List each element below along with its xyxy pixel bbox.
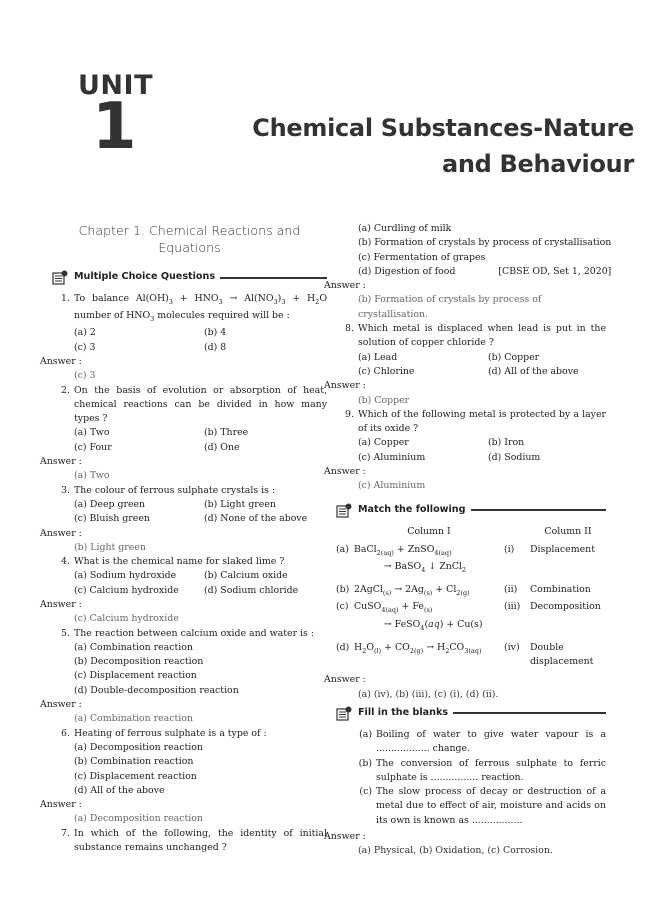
option: (b) 4 (204, 327, 227, 339)
question-number: 9. (345, 408, 354, 420)
answer-text: (a) Decomposition reaction (74, 813, 203, 825)
option: (b) Copper (488, 351, 540, 363)
answer-label: Answer : (324, 380, 366, 392)
options (336, 222, 612, 279)
answer-label: Answer : (324, 674, 366, 686)
match-header-row (336, 525, 606, 543)
option: (d) All of the above (74, 784, 165, 796)
question-number: 1. (61, 293, 70, 304)
row-number: (iii) (504, 601, 521, 613)
notebook-icon (52, 270, 69, 285)
options (52, 569, 327, 598)
row-number: (iv) (504, 641, 520, 653)
section-rule (453, 712, 606, 714)
reaction-type: Combination (530, 584, 591, 596)
option: (c) Fermentation of grapes (358, 251, 486, 263)
column-i-header: Column I (407, 525, 451, 537)
answer-label: Answer : (324, 280, 366, 292)
reaction-equation: $H_2O_{(l)} + CO_{2(g)} \to H_2CO_{3(aq)}$ (354, 641, 482, 655)
column-ii-header: Column II (544, 525, 592, 537)
option: (d) Sodium chloride (204, 584, 299, 596)
question-text: To balance $Al(OH)_3 + HNO_3 \to Al(NO_3)_3 + H_2O$ number of $HNO_3$ molecules required will be : (74, 293, 327, 324)
fill-text: The conversion of ferrous sulphate to ferric sulphate is ................ reaction. (376, 757, 606, 783)
section-rule (471, 509, 606, 511)
option: (b) Iron (488, 437, 525, 449)
option: (b) Formation of crystals by process of crystallisation (358, 237, 612, 249)
fill-item (358, 757, 606, 786)
option: (a) Two (74, 427, 110, 439)
reaction-equation: 2AgCl$_{(s)}$ → $2Ag_{(s)} + Cl_{2(g)}$ (354, 584, 470, 598)
answer-label: Answer : (40, 799, 82, 811)
fill-item (358, 728, 606, 757)
option: (c) 3 (74, 341, 96, 353)
reaction-equation: BaCl$_{2(aq)}$ + ZnSO$_{4(aq)}$ → BaSO$_4$ ↓ ZnCl$_2$ (354, 543, 467, 574)
question-text: Which of the following metal is protected by a layer of its oxide ? (358, 408, 606, 435)
reaction-type: Double displacement (530, 641, 594, 668)
chapter-heading-line2: Equations (158, 240, 221, 255)
option: (b) Combination reaction (74, 756, 194, 768)
notebook-icon (336, 706, 353, 721)
reaction-type: Displacement (530, 543, 595, 555)
question-3 (52, 484, 327, 498)
answer-text: (b) Formation of crystals by process of crystallisation. (358, 294, 542, 320)
reaction-type: Decomposition (530, 601, 601, 613)
option: (a) Copper (358, 437, 409, 449)
options (336, 436, 606, 465)
answer-text: (a) Physical, (b) Oxidation, (c) Corrosion. (358, 845, 553, 857)
option: (a) Combination reaction (74, 641, 193, 653)
options (52, 498, 327, 527)
question-2 (52, 384, 327, 427)
answer-text: (a) Two (74, 470, 110, 482)
option: (d) None of the above (204, 513, 308, 525)
option: (d) 8 (204, 341, 227, 353)
section-rule (220, 277, 327, 279)
option: (d) One (204, 441, 240, 453)
match-row (336, 635, 606, 670)
answer-text: (b) Copper (358, 394, 410, 406)
option: (b) Decomposition reaction (74, 656, 204, 668)
answer-text: (a) (iv), (b) (iii), (c) (i), (d) (ii). (358, 688, 499, 700)
fill-label: (c) (359, 786, 372, 798)
fill-text: The slow process of decay or destruction of a metal due to effect of air, moisture and acids on its own is known as ................. (376, 786, 606, 826)
options (52, 426, 327, 455)
answer-label: Answer : (40, 527, 82, 539)
row-label: (a) (336, 543, 349, 555)
answer-label: Answer : (324, 466, 366, 478)
option: (c) Displacement reaction (74, 770, 197, 782)
option: (c) Four (74, 441, 112, 453)
fill-label: (b) (358, 757, 372, 769)
chapter-heading (52, 222, 327, 256)
question-6 (52, 727, 327, 741)
question-text: The reaction between calcium oxide and water is : (74, 627, 314, 639)
right-column (324, 222, 612, 859)
question-1 (52, 292, 327, 326)
notebook-icon (336, 503, 353, 518)
answer-label: Answer : (40, 699, 82, 711)
question-number: 4. (61, 556, 70, 568)
unit-number: 1 (92, 90, 137, 164)
question-text: Heating of ferrous sulphate is a type of : (74, 727, 267, 739)
match-row (336, 543, 606, 577)
row-number: (i) (504, 543, 515, 555)
question-4 (52, 555, 327, 569)
option: (c) Chlorine (358, 365, 415, 377)
section-title: Match the following (358, 503, 466, 515)
left-column (40, 222, 327, 855)
row-label: (b) (336, 584, 350, 596)
option: (c) Displacement reaction (74, 670, 197, 682)
fill-item (358, 785, 606, 828)
chapter-heading-line1: Chapter 1. Chemical Reactions and (78, 223, 301, 238)
answer-text: (c) 3 (74, 370, 96, 382)
option: (a) Curdling of milk (358, 223, 452, 234)
answer-text: (c) Calcium hydroxide (74, 613, 179, 625)
section-header-fill (336, 706, 606, 721)
source-citation: [CBSE OD, Set 1, 2020] (498, 265, 612, 277)
option: (d) All of the above (488, 365, 579, 377)
option (358, 265, 611, 279)
question-number: 2. (61, 384, 70, 396)
question-text-start: To balance Al(OH) (74, 293, 169, 304)
answer-text: (b) Light green (74, 541, 146, 553)
fill-text: Boiling of water to give water vapour is a .................. change. (376, 728, 606, 755)
options (52, 741, 327, 798)
options (336, 351, 606, 380)
answer-label: Answer : (40, 355, 82, 367)
question-number: 3. (61, 484, 70, 496)
question-number: 8. (345, 323, 354, 335)
fill-blanks-list (336, 728, 606, 828)
answer-label: Answer : (40, 598, 82, 610)
option: (c) Calcium hydroxide (74, 584, 179, 596)
answer-label: Answer : (40, 456, 82, 468)
option: (d) Sodium (488, 451, 541, 463)
option: (a) 2 (74, 327, 96, 339)
match-row (336, 577, 606, 600)
question-number: 6. (61, 727, 70, 739)
option: (d) Double-decomposition reaction (74, 684, 239, 696)
section-title: Multiple Choice Questions (74, 271, 216, 283)
options (52, 326, 327, 355)
option: (a) Sodium hydroxide (74, 570, 177, 582)
question-text: Which metal is displaced when lead is put in the solution of copper chloride ? (358, 323, 606, 349)
answer-label: Answer : (324, 831, 366, 843)
reaction-equation: CuSO$_{4(aq)}$ + $Fe_{(s)}$ → FeSO$_4$(aq) + Cu(s) (354, 601, 483, 632)
question-text: The colour of ferrous sulphate crystals is : (74, 484, 276, 496)
fill-label: (a) (359, 728, 372, 740)
question-7 (52, 827, 327, 856)
option-text: (d) Digestion of food (358, 265, 456, 277)
question-text: What is the chemical name for slaked lime ? (74, 556, 285, 568)
answer-text: (a) Combination reaction (74, 713, 193, 725)
options (52, 641, 327, 698)
question-9 (336, 408, 606, 437)
question-5 (52, 627, 327, 641)
question-8 (336, 322, 606, 351)
unit-title (252, 110, 634, 182)
option: (c) Aluminium (358, 451, 426, 463)
option: (b) Calcium oxide (204, 570, 288, 582)
question-text: In which of the following, the identity of initial substance remains unchanged ? (74, 827, 327, 854)
option: (a) Deep green (74, 498, 146, 510)
unit-label: UNIT (78, 70, 153, 101)
section-header-mcq (52, 270, 327, 285)
row-number: (ii) (504, 584, 518, 596)
unit-title-line1: Chemical Substances-Nature (252, 114, 634, 142)
option: (c) Bluish green (74, 513, 150, 525)
row-label: (c) (336, 601, 349, 613)
section-title: Fill in the blanks (358, 707, 449, 719)
section-header-match (336, 503, 606, 518)
option: (b) Three (204, 427, 249, 439)
option: (a) Decomposition reaction (74, 741, 203, 753)
row-label: (d) (336, 641, 350, 653)
option: (a) Lead (358, 351, 398, 363)
match-table (336, 525, 606, 670)
unit-title-line2: and Behaviour (441, 150, 634, 178)
answer-text: (c) Aluminium (358, 480, 426, 492)
question-text: On the basis of evolution or absorption of heat, chemical reactions can be divided in how many types ? (74, 384, 327, 425)
question-number: 7. (61, 827, 70, 839)
question-number: 5. (61, 627, 70, 639)
match-row (336, 600, 606, 634)
option: (b) Light green (204, 498, 276, 510)
